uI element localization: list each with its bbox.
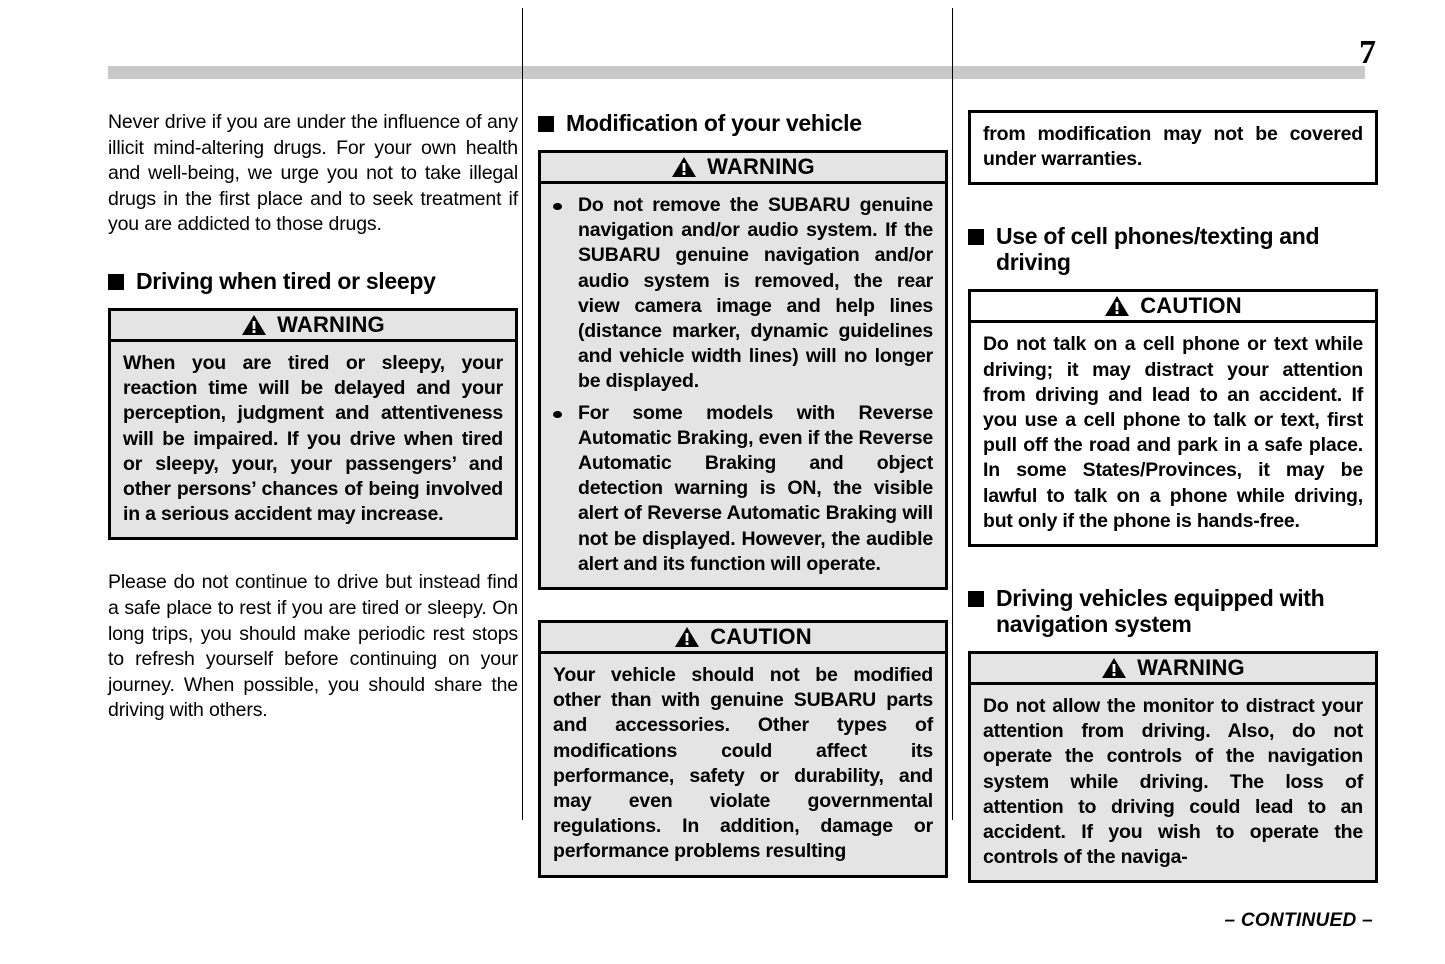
page-header-rule xyxy=(108,66,1365,79)
bullet-dot-icon xyxy=(553,203,562,210)
warning-box-title: WARNING xyxy=(1137,655,1245,681)
square-bullet-icon xyxy=(108,274,124,290)
page-number: 7 xyxy=(1359,34,1375,71)
warning-triangle-icon xyxy=(1101,657,1127,679)
spacer xyxy=(968,547,1378,585)
warning-box-title: WARNING xyxy=(707,154,815,179)
warning-box-header xyxy=(538,150,948,184)
warning-box-text: Do not allow the monitor to distract your attention from driving. Also, do not operate the controls of the navigation system while driving. The loss of attention to driving could lead to an accident. If you wish to operate the controls of the naviga- xyxy=(983,695,1363,869)
warning-box-modification xyxy=(538,150,948,590)
list-item-text: Do not remove the SUBARU genuine navigation and/or audio system. If the SUBARU genuine navigation and/or audio system is removed, the rear view camera image and help lines (distance marker, dynamic guidelines and vehicle width lines) will no longer be displayed. xyxy=(578,194,933,393)
caution-continuation-box xyxy=(968,110,1378,185)
spacer xyxy=(108,294,518,308)
caution-box-title: CAUTION xyxy=(1140,293,1242,319)
section-heading-driving-tired xyxy=(108,268,518,294)
caution-triangle-icon xyxy=(674,626,700,648)
caution-box-title: CAUTION xyxy=(710,624,812,650)
column-2 xyxy=(538,110,948,878)
spacer xyxy=(968,637,1378,651)
column-1 xyxy=(108,110,518,724)
warning-box-body xyxy=(538,184,948,590)
warning-bullet-list xyxy=(553,193,933,577)
warning-box-text: When you are tired or sleepy, your reaction time will be delayed and your perception, judgment and attentiveness will be impaired. If you drive when tired or sleepy, your, your passengers’ and other persons’ chances of being involved in a serious accident may increase. xyxy=(123,351,503,526)
warning-triangle-icon xyxy=(671,156,697,178)
square-bullet-icon xyxy=(968,591,984,607)
caution-triangle-icon xyxy=(1104,295,1130,317)
section-heading-label: Driving when tired or sleepy xyxy=(136,267,436,294)
section-heading-label: Driving vehicles equipped with navigation system xyxy=(996,585,1325,638)
list-item xyxy=(553,401,933,577)
caution-continuation-text: from modification may not be covered under warranties. xyxy=(983,123,1363,171)
warning-box-body xyxy=(968,685,1378,883)
section-heading-navigation xyxy=(968,585,1378,637)
list-item-text: For some models with Reverse Automatic Braking, even if the Reverse Automatic Braking and object detection warning is ON, the visible alert of Reverse Automatic Braking will not be displayed. However, the audible alert and its function will operate. xyxy=(578,401,933,575)
spacer xyxy=(108,540,518,570)
warning-box-body xyxy=(108,342,518,540)
closing-paragraph: Please do not continue to drive but instead find a safe place to rest if you are tired or sleepy. On long trips, you should make periodic rest stops to refresh yourself before continuing on your journey. When possible, you should share the driving with others. xyxy=(108,571,518,722)
square-bullet-icon xyxy=(968,229,984,245)
caution-box-modification xyxy=(538,620,948,878)
spacer xyxy=(538,590,948,620)
section-heading-modification xyxy=(538,110,948,136)
spacer xyxy=(108,238,518,268)
caution-box-cell-phones xyxy=(968,289,1378,547)
caution-box-text: Do not talk on a cell phone or text while driving; it may distract your attention from driving and lead to an accident. If you use a cell phone to talk or text, first pull off the road and park in a safe place. In some States/Provinces, it may be lawful to talk on a phone while driving, but only if the phone is hands-free. xyxy=(983,333,1363,532)
section-heading-cell-phones xyxy=(968,223,1378,275)
caution-box-header xyxy=(538,620,948,654)
warning-box-navigation xyxy=(968,651,1378,883)
caution-box-header xyxy=(968,289,1378,323)
continued-footer: – CONTINUED – xyxy=(1224,910,1373,931)
caution-box-body xyxy=(538,654,948,878)
column-3 xyxy=(968,110,1378,883)
page-columns xyxy=(0,110,1445,930)
spacer xyxy=(538,136,948,150)
spacer xyxy=(968,275,1378,289)
warning-box-header xyxy=(108,308,518,342)
warning-box-header xyxy=(968,651,1378,685)
list-item xyxy=(553,193,933,395)
warning-triangle-icon xyxy=(241,314,267,336)
caution-box-body xyxy=(968,323,1378,547)
spacer xyxy=(968,185,1378,223)
intro-paragraph: Never drive if you are under the influence of any illicit mind-altering drugs. For your own health and well-being, we urge you not to take illegal drugs in the first place and to seek treatment if you are addicted to those drugs. xyxy=(108,111,518,236)
warning-box-driving-tired xyxy=(108,308,518,540)
section-heading-label: Use of cell phones/texting and driving xyxy=(996,223,1320,276)
caution-box-text: Your vehicle should not be modified other than with genuine SUBARU parts and accessories. Other types of modifications could affect its performance, safety or durability, and may even violate governmental regulations. In addition, damage or performance problems resulting xyxy=(553,664,933,863)
bullet-dot-icon xyxy=(553,411,562,418)
square-bullet-icon xyxy=(538,116,554,132)
section-heading-label: Modification of your vehicle xyxy=(566,110,862,136)
warning-box-title: WARNING xyxy=(277,311,385,337)
